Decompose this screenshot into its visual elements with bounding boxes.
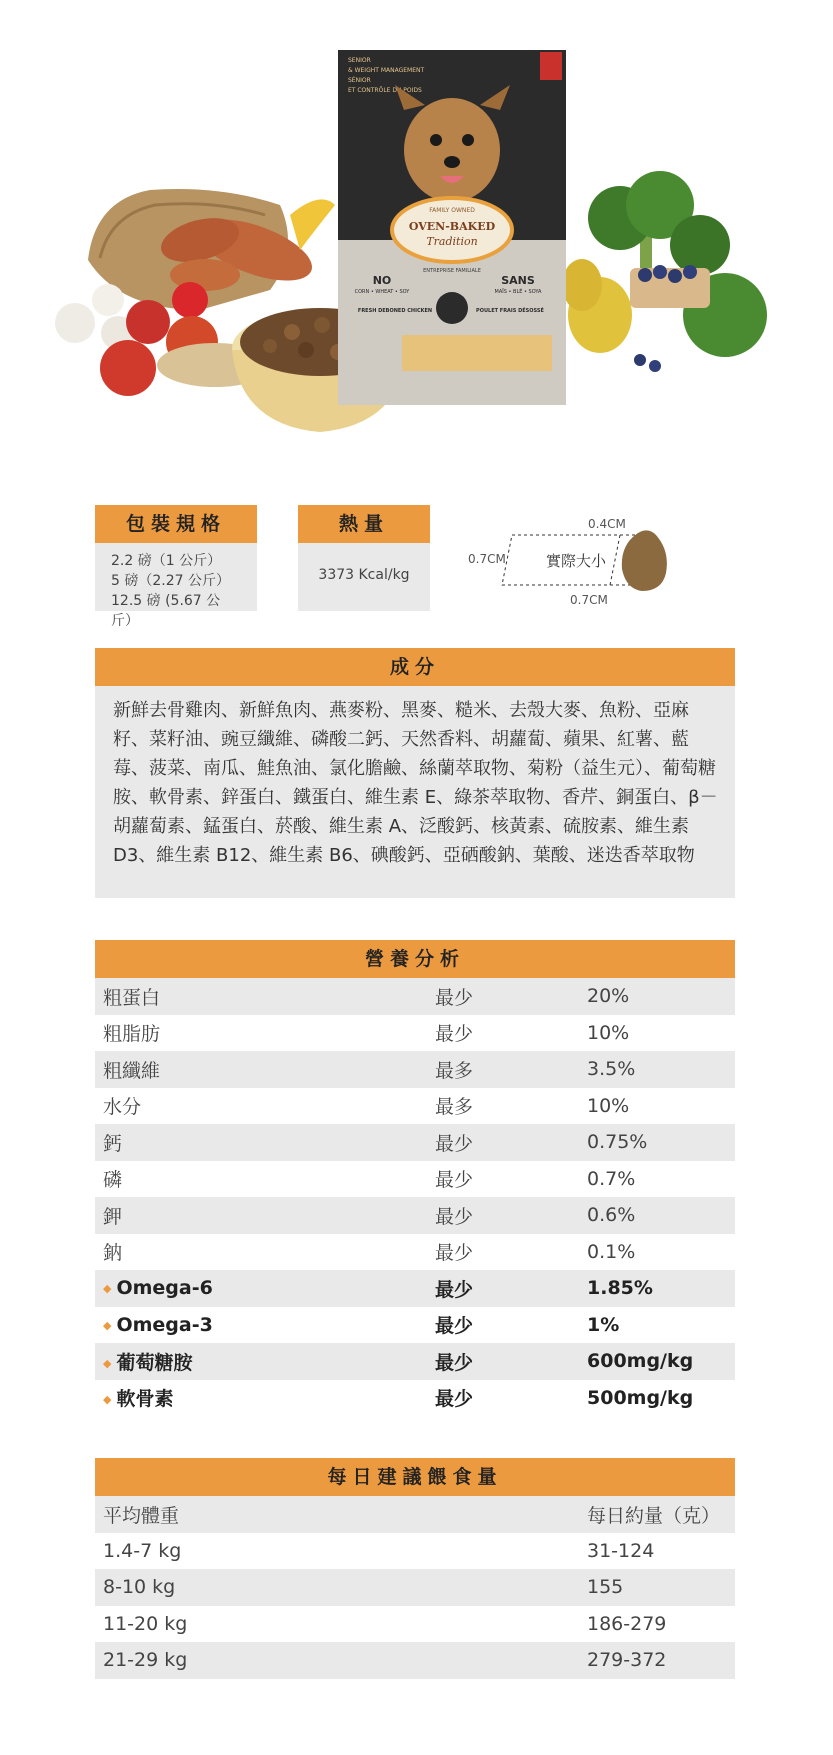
weight-value: 21-29 kg — [103, 1649, 188, 1672]
nutrient-value: 3.5% — [587, 1058, 636, 1081]
diamond-icon: ◆ — [103, 1393, 112, 1407]
package-size-item: 5 磅（2.27 公斤） — [111, 573, 230, 589]
amount-value: 155 — [587, 1576, 624, 1599]
svg-text:& WEIGHT MANAGEMENT: & WEIGHT MANAGEMENT — [348, 67, 425, 74]
nutrient-value: 1% — [587, 1313, 620, 1336]
pears — [562, 259, 632, 353]
kibble-icon — [622, 530, 667, 591]
svg-text:ENTREPRISE FAMILIALE: ENTREPRISE FAMILIALE — [423, 268, 481, 274]
nutrient-qualifier: 最多 — [435, 1059, 474, 1082]
kibble-size-diagram — [470, 505, 700, 610]
calorie-value: 3373 Kcal/kg — [318, 567, 410, 583]
ingredients-title: 成分 — [95, 648, 735, 686]
svg-text:FAMILY OWNED: FAMILY OWNED — [429, 207, 475, 214]
nutrient-name: 鈣 — [103, 1132, 123, 1155]
nutrient-name: 粗脂肪 — [103, 1023, 161, 1046]
calorie-box — [298, 505, 430, 611]
feeding-table — [95, 1496, 735, 1679]
nutrient-value: 0.7% — [587, 1167, 636, 1190]
table-row — [95, 1642, 735, 1679]
size-label-bottom: 0.7CM — [570, 593, 608, 607]
diamond-icon: ◆ — [103, 1318, 112, 1332]
nutrient-qualifier: 最少 — [435, 1023, 474, 1046]
nutrient-value: 10% — [587, 1094, 630, 1117]
diamond-icon: ◆ — [103, 1282, 112, 1296]
amount-value: 279-372 — [587, 1649, 667, 1672]
svg-text:Tradition: Tradition — [426, 235, 478, 248]
weight-value: 8-10 kg — [103, 1576, 176, 1599]
table-row — [95, 1161, 735, 1198]
svg-text:MAÏS • BLÉ • SOYA: MAÏS • BLÉ • SOYA — [494, 289, 542, 295]
nutrient-name: 磷 — [103, 1169, 123, 1192]
product-hero-image — [0, 0, 833, 470]
nutrient-name: Omega-3 — [116, 1313, 213, 1336]
weight-value: 11-20 kg — [103, 1612, 188, 1635]
nutrition-title: 營養分析 — [95, 940, 735, 978]
svg-text:OVEN-BAKED: OVEN-BAKED — [408, 220, 496, 233]
svg-text:ET CONTRÔLE DU POIDS: ET CONTRÔLE DU POIDS — [348, 87, 422, 94]
banana — [290, 199, 335, 250]
svg-text:FRESH DEBONED CHICKEN: FRESH DEBONED CHICKEN — [357, 308, 433, 314]
table-row — [95, 1124, 735, 1161]
table-row — [95, 1307, 735, 1344]
svg-text:CORN • WHEAT • SOY: CORN • WHEAT • SOY — [354, 289, 410, 295]
svg-text:SANS: SANS — [501, 274, 535, 287]
amount-value: 186-279 — [587, 1612, 667, 1635]
table-row — [95, 1234, 735, 1271]
actual-size-label: 實際大小 — [546, 552, 607, 570]
table-row — [95, 1380, 735, 1417]
nutrient-qualifier: 最少 — [435, 1278, 474, 1301]
product-bag — [338, 50, 566, 405]
nutrient-value: 1.85% — [587, 1277, 653, 1300]
nutrient-qualifier: 最少 — [435, 1242, 474, 1265]
table-row — [95, 1197, 735, 1234]
nutrient-qualifier: 最少 — [435, 1351, 474, 1374]
nutrient-name: 水分 — [103, 1096, 142, 1119]
table-row — [95, 1533, 735, 1570]
nutrient-name: Omega-6 — [116, 1277, 213, 1300]
package-size-item: 2.2 磅（1 公斤） — [111, 553, 222, 569]
weight-value: 1.4-7 kg — [103, 1539, 182, 1562]
feeding-title: 每日建議餵食量 — [95, 1458, 735, 1496]
nutrient-qualifier: 最少 — [435, 986, 474, 1009]
table-header-row — [95, 1496, 735, 1533]
nutrient-qualifier: 最少 — [435, 1205, 474, 1228]
package-size-box — [95, 505, 257, 629]
table-row — [95, 1569, 735, 1606]
calorie-title: 熱量 — [298, 505, 430, 543]
nutrient-value: 0.6% — [587, 1204, 636, 1227]
svg-text:SÉNIOR: SÉNIOR — [348, 77, 371, 84]
package-size-title: 包裝規格 — [95, 505, 257, 543]
nutrient-value: 600mg/kg — [587, 1350, 694, 1373]
svg-text:POULET FRAIS DÉSOSSÉ: POULET FRAIS DÉSOSSÉ — [476, 308, 544, 314]
nutrient-value: 0.75% — [587, 1131, 648, 1154]
nutrient-value: 10% — [587, 1021, 630, 1044]
size-label-top: 0.4CM — [588, 517, 626, 531]
table-row — [95, 1606, 735, 1643]
package-size-item: 12.5 磅 (5.67 公斤） — [111, 593, 221, 629]
nutrient-qualifier: 最少 — [435, 1315, 474, 1338]
diamond-icon: ◆ — [103, 1356, 112, 1370]
svg-text:NO: NO — [372, 274, 392, 287]
table-row — [95, 1270, 735, 1307]
nutrient-value: 20% — [587, 985, 630, 1008]
nutrition-table — [95, 978, 735, 1416]
nutrient-name: 葡萄糖胺 — [116, 1351, 193, 1374]
weight-header: 平均體重 — [103, 1504, 180, 1527]
table-row — [95, 1343, 735, 1380]
ingredients-text: 新鮮去骨雞肉、新鮮魚肉、燕麥粉、黑麥、糙米、去殼大麥、魚粉、亞麻籽、菜籽油、豌豆纖維、磷酸二鈣、天然香料、胡蘿蔔、蘋果、紅薯、藍莓、菠菜、南瓜、鮭魚油、氯化膽鹼、絲蘭萃取物、菊粉（益生元）、葡萄糖胺、軟骨素、鋅蛋白、鐵蛋白、維生素 E、綠茶萃取物、香芹、銅蛋白、β－胡蘿蔔素、錳蛋白、菸酸、維生素 A、泛酸鈣、核黃素、硫胺素、維生素 D3、維生素 B12、維生素 B6、碘酸鈣、亞硒酸鈉、葉酸、迷迭香萃取物 — [95, 686, 735, 898]
nutrient-name: 軟骨素 — [116, 1388, 174, 1411]
package-size-list — [95, 543, 257, 639]
size-label-left: 0.7CM — [468, 552, 506, 566]
table-row — [95, 1015, 735, 1052]
nutrient-qualifier: 最少 — [435, 1169, 474, 1192]
garlic — [55, 284, 135, 350]
amount-header: 每日約量（克） — [587, 1504, 721, 1527]
table-row — [95, 1088, 735, 1125]
nutrient-qualifier: 最少 — [435, 1388, 474, 1411]
nutrient-value: 0.1% — [587, 1240, 636, 1263]
nutrient-value: 500mg/kg — [587, 1386, 694, 1409]
table-row — [95, 1051, 735, 1088]
table-row — [95, 978, 735, 1015]
nutrient-qualifier: 最少 — [435, 1132, 474, 1155]
nutrient-name: 鉀 — [103, 1205, 123, 1228]
nutrient-name: 粗蛋白 — [103, 986, 161, 1009]
nutrient-name: 粗纖維 — [103, 1059, 161, 1082]
nutrient-qualifier: 最多 — [435, 1096, 474, 1119]
svg-text:SENIOR: SENIOR — [348, 57, 371, 64]
nutrient-name: 鈉 — [103, 1242, 123, 1265]
amount-value: 31-124 — [587, 1539, 655, 1562]
